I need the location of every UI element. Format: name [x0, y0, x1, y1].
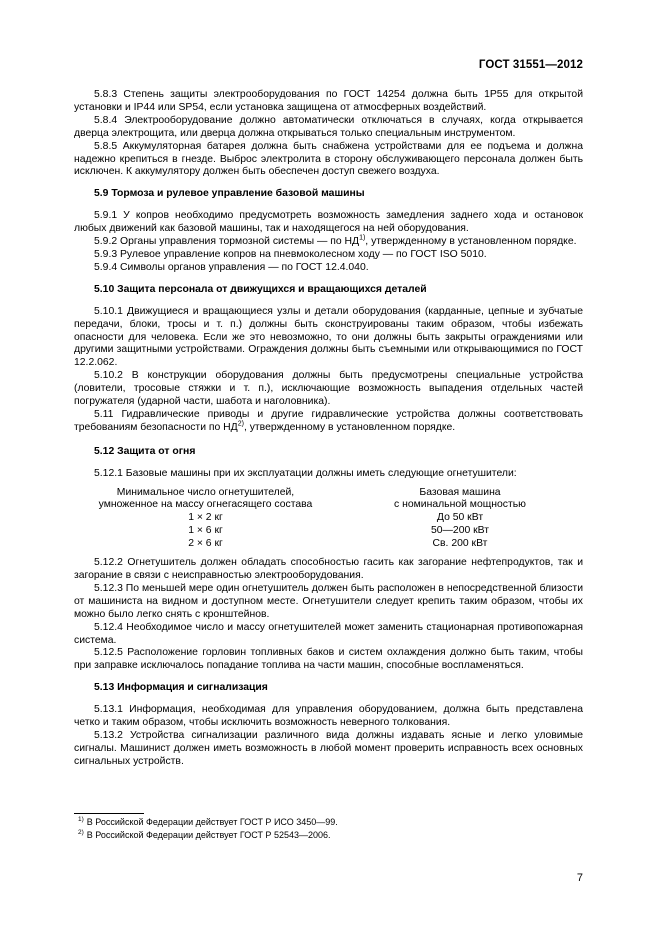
paragraph-5-8-4: 5.8.4 Электрооборудование должно автоматически отключаться в случаях, когда открывается дверца электрощита, или дверца должна открываться только специальным инструментом.	[74, 114, 583, 139]
paragraph-5-9-2-text-b: , утвержденному в установленном порядке.	[365, 236, 577, 248]
paragraph-5-9-2-text-a: 5.9.2 Органы управления тормозной системы — по НД	[94, 236, 360, 248]
footnote-2	[74, 830, 331, 841]
extinguisher-table-qty-column	[74, 487, 337, 552]
table-header-qty-line-1: Минимальное число огнетушителей,	[116, 486, 295, 498]
table-cell-qty: 1 × 2 кг	[188, 512, 223, 524]
paragraph-5-12-1: 5.12.1 Базовые машины при их эксплуатации должны иметь следующие огнетушители:	[94, 467, 517, 479]
paragraph-5-9-2	[74, 236, 583, 249]
table-cell-power: 50—200 кВт	[430, 525, 490, 537]
document-body	[74, 89, 583, 769]
paragraph-5-11-text-a: 5.11 Гидравлические приводы и другие гидравлические устройства должны соответствовать требованиям безопасности по НД	[74, 408, 583, 433]
paragraph-5-10-2: 5.10.2 В конструкции оборудования должны быть предусмотрены специальные устройства (ловители, тросовые стяжки и т. п.), исключающие возможность выпадения отдельных частей погружателя (ударной части, шабота и наголовника).	[74, 370, 583, 408]
table-cell-qty: 2 × 6 кг	[188, 538, 223, 550]
table-cell-power: До 50 кВт	[436, 512, 484, 524]
document-header-id: ГОСТ 31551—2012	[478, 59, 583, 71]
table-header-power-line-1: Базовая машина	[419, 486, 501, 498]
footnote-ref-1: 1)	[359, 234, 366, 242]
paragraph-5-9-3: 5.9.3 Рулевое управление копров на пневмоколесном ходу — по ГОСТ ISO 5010.	[94, 248, 487, 260]
footnote-separator	[74, 813, 144, 814]
heading-5-9: 5.9 Тормоза и рулевое управление базовой машины	[94, 188, 365, 200]
paragraph-5-10-1: 5.10.1 Движущиеся и вращающиеся узлы и детали оборудования (карданные, цепные и зубчатые передачи, блоки, тросы и т. п.) должны быть сконструированы таким образом, чтобы избежать опасности для человека. Если же это невозможно, то они должны быть закрыты ограждениями или другими защитными устройствами. Ограждения должны быть съемными или открывающимися по ГОСТ 12.2.062.	[74, 305, 583, 369]
page-number: 7	[576, 872, 583, 884]
paragraph-5-13-2: 5.13.2 Устройства сигнализации различного вида должны издавать ясные и легко уловимые сигналы. Машинист должен иметь возможность в любой момент проверить исправность всех основных сигнальных устройств.	[74, 729, 583, 767]
table-header-power-line-2: с номинальной мощностью	[394, 499, 526, 511]
paragraph-5-8-5: 5.8.5 Аккумуляторная батарея должна быть снабжена устройствами для ее подъема и должна надежно крепиться в гнезде. Выброс электролита в сторону обслуживающего персонала должен быть исключен. К аккумулятору должен быть обеспечен доступ свежего воздуха.	[74, 140, 583, 178]
extinguisher-table	[74, 487, 583, 552]
footnote-text: В Российской Федерации действует ГОСТ Р 52543—2006.	[86, 830, 331, 840]
footnote-mark: 1)	[78, 816, 84, 823]
heading-5-13: 5.13 Информация и сигнализация	[94, 682, 268, 694]
paragraph-5-8-3: 5.8.3 Степень защиты электрооборудования по ГОСТ 14254 должна быть 1Р55 для открытой установки и IР44 или SP54, если установка защищена от атмосферных воздействий.	[74, 89, 583, 113]
heading-5-10: 5.10 Защита персонала от движущихся и вращающихся деталей	[94, 283, 427, 295]
paragraph-5-9-4: 5.9.4 Символы органов управления — по ГОСТ 12.4.040.	[94, 261, 369, 273]
paragraph-5-11	[74, 409, 583, 435]
heading-5-12: 5.12 Защита от огня	[94, 445, 196, 457]
paragraph-5-12-5: 5.12.5 Расположение горловин топливных баков и систем охлаждения должно быть таким, чтобы при заправке исключалось попадание топлива на части машин, способные воспламеняться.	[74, 647, 583, 672]
table-cell-qty: 1 × 6 кг	[188, 525, 223, 537]
paragraph-5-12-2: 5.12.2 Огнетушитель должен обладать способностью гасить как загорание нефтепродуктов, так и загорание в связи с неисправностью электрооборудования.	[74, 557, 583, 581]
extinguisher-table-power-column	[337, 487, 583, 552]
paragraph-5-13-1: 5.13.1 Информация, необходимая для управления оборудованием, должна быть представлена четко и таким образом, чтобы исключить возможность неверного толкования.	[74, 704, 583, 729]
footnote-ref-2: 2)	[237, 420, 244, 428]
paragraph-5-9-1: 5.9.1 У копров необходимо предусмотреть возможность замедления заднего хода и остановок любых движений как базовой машины, так и находящегося на ней оборудования.	[74, 210, 583, 235]
table-header-qty-line-2: умноженное на массу огнегасящего состава	[98, 499, 313, 511]
footnote-text: В Российской Федерации действует ГОСТ Р ИСО 3450—99.	[86, 817, 338, 827]
paragraph-5-12-4: 5.12.4 Необходимое число и массу огнетушителей может заменить стационарная противопожарная система.	[74, 621, 583, 646]
paragraph-5-12-3: 5.12.3 По меньшей мере один огнетушитель должен быть расположен в непосредственной близости от машиниста на видном и доступном месте. Огнетушители следует крепить таким образом, чтобы их можно было легко снять с кронштейнов.	[74, 582, 583, 620]
footnote-1	[74, 817, 338, 828]
paragraph-5-11-text-b: , утвержденному в установленном порядке.	[243, 421, 456, 433]
footnote-mark: 2)	[78, 829, 84, 836]
table-cell-power: Св. 200 кВт	[432, 538, 488, 550]
